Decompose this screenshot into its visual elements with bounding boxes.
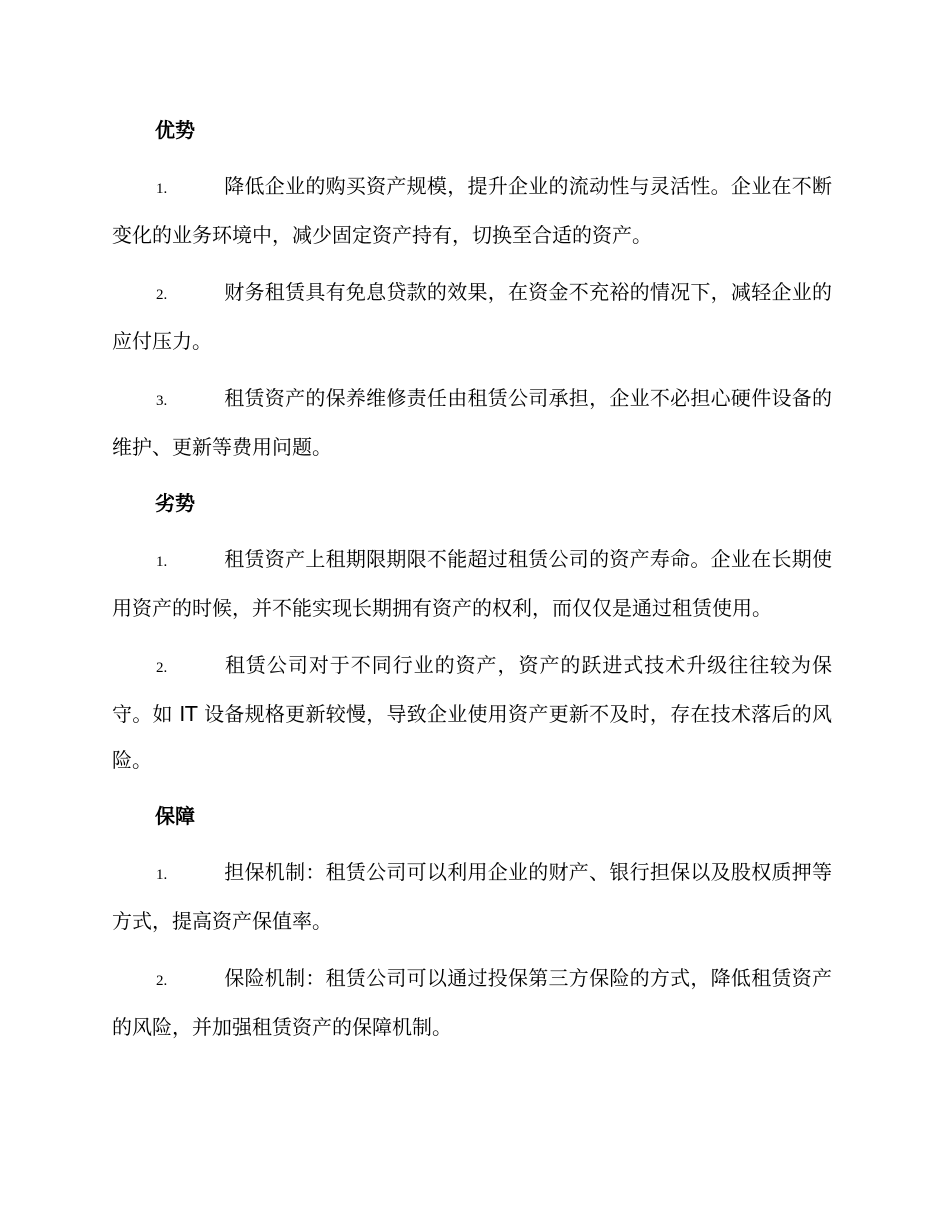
list-item bbox=[112, 536, 832, 631]
item-text: 担保机制：租赁公司可以利用企业的财产、银行担保以及股权质押等方式，提高资产保值率。 bbox=[112, 860, 832, 933]
section-disadvantages bbox=[112, 481, 832, 783]
item-text: 租赁资产的保养维修责任由租赁公司承担，企业不必担心硬件设备的维护、更新等费用问题。 bbox=[112, 386, 832, 459]
item-number: 2. bbox=[156, 660, 168, 676]
item-number: 1. bbox=[156, 554, 168, 570]
item-text: 租赁公司对于不同行业的资产，资产的跃进式技术升级往往较为保守。如 IT 设备规格更新较慢，导致企业使用资产更新不及时，存在技术落后的风险。 bbox=[112, 653, 832, 772]
item-text: 财务租赁具有免息贷款的效果，在资金不充裕的情况下，减轻企业的应付压力。 bbox=[112, 280, 832, 353]
list-item bbox=[112, 163, 832, 258]
item-number: 1. bbox=[156, 181, 168, 197]
document-body bbox=[112, 108, 832, 1061]
section-heading: 优势 bbox=[155, 118, 195, 142]
list-item bbox=[112, 642, 832, 783]
section-heading: 保障 bbox=[155, 804, 195, 828]
section-advantages bbox=[112, 108, 832, 470]
item-text: 租赁资产上租期限期限不能超过租赁公司的资产寿命。企业在长期使用资产的时候，并不能实现长期拥有资产的权利，而仅仅是通过租赁使用。 bbox=[112, 547, 832, 620]
item-number: 3. bbox=[156, 393, 168, 409]
list-item bbox=[112, 269, 832, 364]
item-text: 保险机制：租赁公司可以通过投保第三方保险的方式，降低租赁资产的风险，并加强租赁资产的保障机制。 bbox=[112, 966, 832, 1039]
section-safeguards bbox=[112, 794, 832, 1050]
section-heading: 劣势 bbox=[155, 491, 195, 515]
list-item bbox=[112, 375, 832, 470]
item-number: 2. bbox=[156, 287, 168, 303]
item-text: 降低企业的购买资产规模，提升企业的流动性与灵活性。企业在不断变化的业务环境中，减少固定资产持有，切换至合适的资产。 bbox=[112, 174, 832, 247]
list-item bbox=[112, 955, 832, 1050]
item-number: 1. bbox=[156, 867, 168, 883]
list-item bbox=[112, 849, 832, 944]
item-number: 2. bbox=[156, 973, 168, 989]
